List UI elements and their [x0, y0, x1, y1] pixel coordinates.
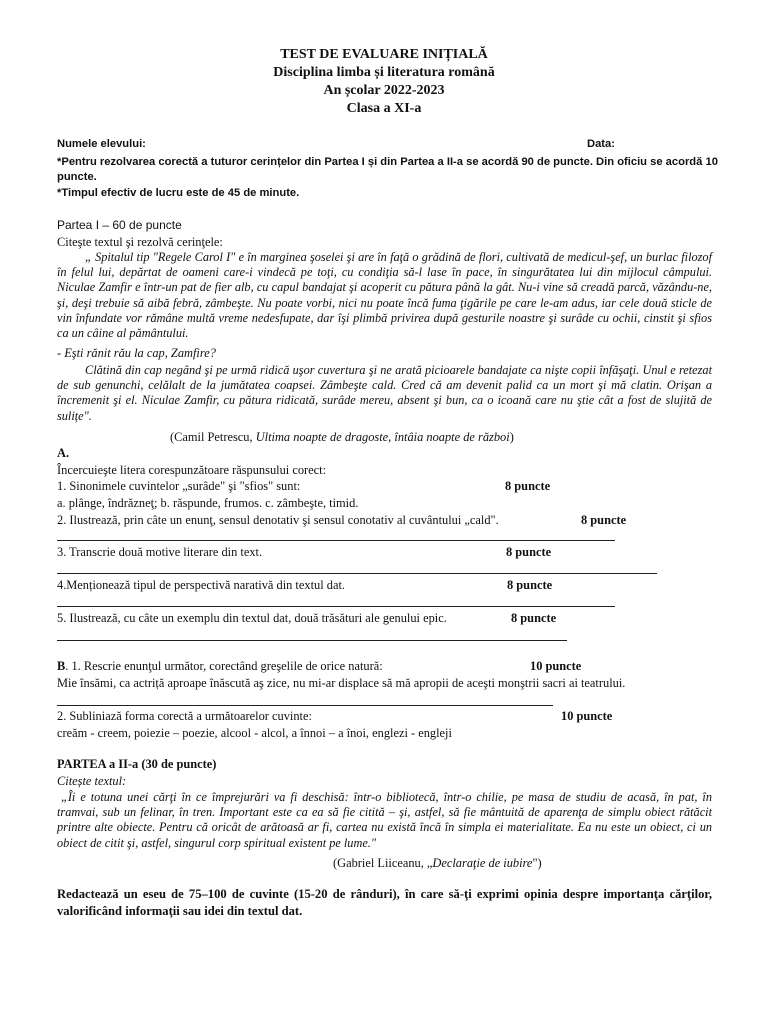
- question-5: 5. Ilustrează, cu câte un exemplu din textul dat, două trăsături ale genului epic.: [57, 611, 447, 625]
- literary-passage-2: Clătină din cap negând şi pe urmă ridică uşor cuvertura şi ne arată picioarele bandajate ca nişte copii înfăşaţi. Unul e retezat de sub genunchi, celălalt de la jumătatea coapsei. Zâmbeşte cald. Cred că am devenit palid ca un mort şi mă clatin. Orişan a încremenit şi el. Niculae Zamfir, cu pătura ridicată, surâde mereu, absent şi bun, ca o icoană care nu ştie cât a fost de slujită de sulițe".: [57, 363, 712, 423]
- points-note-line1: *Pentru rezolvarea corectă a tuturor cerințelor din Partea I și din Partea a II-a se acordă 90 de puncte. Din oficiu se acordă 10: [57, 156, 718, 168]
- question-2: 2. Ilustrează, prin câte un enunţ, sensul denotativ şi sensul conotativ al cuvântului „cald".: [57, 513, 499, 527]
- section-b-question-1: [57, 659, 712, 674]
- question-1-points: 8 puncte: [505, 479, 551, 493]
- sentence-to-correct: Mie însămi, ca actriță aproape înăscută aş zice, nu mi-ar displace să mă apropii de aceşti monştrii sacri ai teatrului.: [57, 676, 626, 690]
- answer-line-4[interactable]: [57, 606, 615, 607]
- part2-instruction: Citește textul:: [57, 774, 127, 788]
- question-4-points: 8 puncte: [507, 578, 553, 592]
- points-note-line2: puncte.: [57, 171, 97, 183]
- answer-line-3[interactable]: [57, 573, 657, 574]
- question-1: 1. Sinonimele cuvintelor „surâde" şi "sfios" sunt:: [57, 479, 301, 493]
- question-1-options: a. plânge, îndrăzneţ; b. răspunde, frumos. c. zâmbeşte, timid.: [57, 496, 359, 510]
- time-note: *Timpul efectiv de lucru este de 45 de minute.: [57, 187, 300, 199]
- section-b-label: B: [57, 659, 66, 673]
- source-title: Ultima noapte de dragoste, întâia noapte de război: [255, 430, 510, 444]
- answer-line-b1[interactable]: [57, 705, 553, 706]
- section-a-instruction: Încercuieşte litera corespunzătoare răspunsului corect:: [57, 463, 327, 477]
- dialogue-line: - Eşti rănit rău la cap, Zamfire?: [57, 346, 216, 360]
- section-b-q1-text: . 1. Rescrie enunţul următor, corectând greşelile de orice natură:: [65, 659, 383, 673]
- part2-passage: „Îi e totuna unei cărţi în ce împrejurări va fi deschisă: într-o bibliotecă, într-o chilie, pe masa de studiu de acasă, în pat, în tramvai, sub un felinar, în tren. Important este ca ea să fie citită – şi, astfel, să fie mântuită de aparenţa de simplu obiect rătăcit printre alte obiecte. Pentru că oricât de arătoasă ar fi, cartea nu există încă în simpla ei materialitate. Ea nu este un obiect, ci un obiect de citit şi, astfel, singurul corp spiritual existent pe lume.": [57, 790, 712, 850]
- question-3-points: 8 puncte: [506, 545, 552, 559]
- passage-source: [170, 430, 514, 445]
- section-a-label: A.: [57, 446, 70, 460]
- source-author: (Camil Petrescu,: [170, 430, 256, 444]
- question-5-points: 8 puncte: [511, 611, 557, 625]
- source-end: ): [509, 430, 514, 444]
- part2-source-end: "): [532, 856, 542, 870]
- date-label: Data:: [587, 138, 615, 150]
- part2-source-title: Declaraţie de iubire: [432, 856, 533, 870]
- question-3: 3. Transcrie două motive literare din text.: [57, 545, 263, 559]
- question-2-points: 8 puncte: [581, 513, 627, 527]
- section-b-q2-points: 10 puncte: [561, 709, 613, 723]
- essay-task: Redactează un eseu de 75–100 de cuvinte (15-20 de rânduri), în care să-ţi exprimi opinia despre importanţa cărţilor, valorificând informaţii sau idei din textul dat.: [57, 887, 712, 918]
- class-title: Clasa a XI-a: [346, 101, 422, 116]
- question-4: 4.Menționează tipul de perspectivă narativă din textul dat.: [57, 578, 345, 592]
- section-b-q1-points: 10 puncte: [530, 659, 582, 673]
- test-title: TEST DE EVALUARE INIȚIALĂ: [280, 47, 488, 62]
- answer-line-5[interactable]: [57, 640, 567, 641]
- words-to-underline: creăm - creem, poiezie – poezie, alcool - alcol, a înnoi – a înoi, englezi - engleji: [57, 726, 452, 740]
- school-year: An școlar 2022-2023: [323, 83, 445, 98]
- literary-passage-1: „ Spitalul tip "Regele Carol I" e în marginea şoselei şi are în faţă o grădină de flori, cultivată de medicul-şef, un burlac filozof în felul lui, depărtat de oameni care-i vindecă pe toţi, cu condiţia să-l lase în pace, în singurătatea lui din mijlocul câmpului. Niculae Zamfir e într-un pat de fier alb, cu capul bandajat şi acoperit cu pătura până la gât. Nu-i vine să creadă parcă, văzându-ne, şi, deşi trebuie să aibă febră, zâmbeşte. Nu poate vorbi, nici nu poate încă fuma ţigările pe care le-am adus, iar cele două sticle de vin înfundate vor rămâne multă vreme nedesfupate, dar îşi plimbă privirea după gesturile noastre şi surâde cu ochii, cinstit şi sfios ca un câine al pământului.: [57, 250, 712, 341]
- part1-instruction: Citeşte textul şi rezolvă cerinţele:: [57, 235, 223, 249]
- answer-line-2[interactable]: [57, 540, 615, 541]
- student-name-label: Numele elevului:: [57, 138, 146, 150]
- part2-heading: PARTEA a II-a (30 de puncte): [57, 757, 217, 771]
- discipline-title: Disciplina limba și literatura română: [273, 65, 495, 80]
- part1-heading: Partea I – 60 de puncte: [57, 218, 182, 232]
- part2-source: [333, 856, 542, 871]
- part2-source-author: (Gabriel Liiceanu, „: [333, 856, 433, 870]
- section-b-question-2: 2. Subliniază forma corectă a următoarelor cuvinte:: [57, 709, 312, 723]
